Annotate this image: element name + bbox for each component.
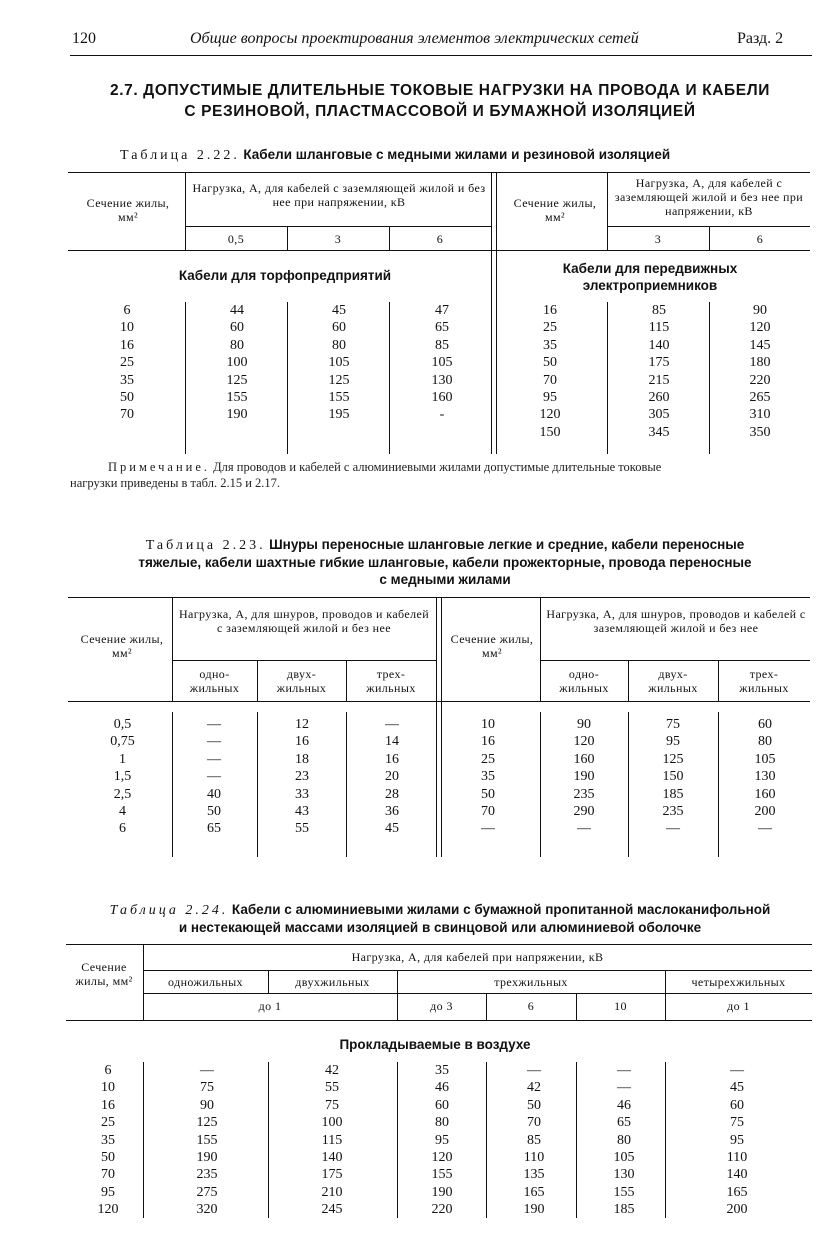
table22-right-sections: 16 25 35 50 70 95 120 150 <box>539 303 561 440</box>
table22-left-sections: 6 10 16 25 35 50 70 <box>120 303 134 423</box>
table22-load-header-left: Нагрузка, А, для кабелей с заземляющей жилой и без нее при напряжении, кВ <box>192 181 486 209</box>
table23-load-header-left: Нагрузка, А, для шнуров, проводов и кабелей с заземляющей жилой и без нее <box>178 607 430 635</box>
table23-left-sections: 0,5 0,75 1 1,5 2,5 4 6 <box>110 717 135 837</box>
table24-v-three-10: 10 <box>614 999 627 1013</box>
table24-three-6: — 42 50 70 85 110 135 165 190 <box>523 1063 545 1218</box>
table24-three-1: 35 46 60 80 95 120 155 190 220 <box>431 1063 453 1218</box>
table23-title-3: с медными жилами <box>379 572 511 587</box>
table22-left-group: Кабели для торфопредприятий <box>178 268 392 283</box>
table24-type-single: одножильных <box>168 975 243 989</box>
page-number: 120 <box>72 30 96 47</box>
table24-v-single-two: до 1 <box>258 999 282 1013</box>
table24-label: Таблица 2.24. <box>109 903 229 918</box>
table24-two: 42 55 75 100 115 140 175 210 245 <box>321 1063 343 1218</box>
table22-right-v6: 90 120 145 180 220 265 310 350 <box>749 303 771 440</box>
table22-left-v3: 45 60 80 105 125 155 195 <box>328 303 350 423</box>
table24-title-2: и нестекающей массами изоляцией в свинцовой или алюминиевой оболочке <box>178 920 702 935</box>
table22-v05: 0,5 <box>227 232 245 246</box>
table22-r-v6: 6 <box>756 232 764 246</box>
table23-sub-two-left: двух- жильных <box>276 667 327 695</box>
table24-sections: 6 10 16 25 35 50 70 95 120 <box>97 1063 119 1218</box>
running-head-title: Общие вопросы проектирования элементов электрических сетей <box>190 30 639 47</box>
table23-section-header-right: Сечение жилы, мм² <box>450 632 534 660</box>
table23-sub-one-left: одно- жильных <box>189 667 240 695</box>
table24-group: Прокладываемые в воздухе <box>339 1037 531 1052</box>
table23-sub-three-left: трех- жильных <box>366 667 416 695</box>
table24-single: — 75 90 125 155 190 235 275 320 <box>196 1063 218 1218</box>
note-label: Примечание. <box>108 460 211 474</box>
note-text-2: нагрузки приведены в табл. 2.15 и 2.17. <box>70 476 281 490</box>
table24-v-three-6: 6 <box>527 999 535 1013</box>
table24-title-1: Кабели с алюминиевыми жилами с бумажной пропитанной маслоканифольной <box>231 902 771 917</box>
table24-type-three: трехжильных <box>494 975 568 989</box>
table24-type-two: двухжильных <box>295 975 370 989</box>
table23-right-three: 60 80 105 130 160 200 — <box>754 717 776 837</box>
table22-left-v6: 47 65 85 105 130 160 - <box>431 303 453 423</box>
table23-title-2: тяжелые, кабели шахтные гибкие шланговые, кабели прожекторные, провода переносные <box>138 555 752 570</box>
table23-left-three: — 14 16 20 28 36 45 <box>385 717 399 837</box>
table22-right-v3: 85 115 140 175 215 260 305 345 <box>648 303 670 440</box>
table24-v-three-1: до 3 <box>430 999 453 1013</box>
table22-load-header-right: Нагрузка, А, для кабелей с заземляющей жилой и без нее при напряжении, кВ <box>614 176 804 218</box>
note-text: Для проводов и кабелей с алюминиевыми жилами допустимые длительные токовые <box>213 460 662 474</box>
table22-title: Кабели шланговые с медными жилами и резиновой изоляцией <box>243 147 671 162</box>
table22-left-v05: 44 60 80 100 125 155 190 <box>226 303 248 423</box>
table23-left-two: 12 16 18 23 33 43 55 <box>295 717 309 837</box>
table22-section-header-left: Сечение жилы, мм² <box>86 196 170 224</box>
table23-label: Таблица 2.23. <box>145 538 266 553</box>
section-title-line2: С РЕЗИНОВОЙ, ПЛАСТМАССОВОЙ И БУМАЖНОЙ ИЗОЛЯЦИЕЙ <box>184 103 696 120</box>
table23-left-one: — — — — 40 50 65 <box>207 717 221 837</box>
table24-four: — 45 60 75 95 110 140 165 200 <box>726 1063 748 1218</box>
table23-right-sections: 10 16 25 35 50 70 — <box>481 717 495 837</box>
table24-section-header: Сечение жилы, мм² <box>75 960 133 988</box>
table23-title-1: Шнуры переносные шланговые легкие и средние, кабели переносные <box>269 537 745 552</box>
table23-load-header-right: Нагрузка, А, для шнуров, проводов и кабелей с заземляющей жилой и без нее <box>546 607 806 635</box>
table22-v6: 6 <box>436 232 444 246</box>
table22-section-header-right: Сечение жилы, мм² <box>513 196 597 224</box>
table23-right-two: 75 95 125 150 185 235 — <box>662 717 684 837</box>
table24-load-header: Нагрузка, А, для кабелей при напряжении, кВ <box>351 950 604 964</box>
table23-sub-three-right: трех- жильных <box>739 667 789 695</box>
table24-type-four: четырехжильных <box>691 975 786 989</box>
table24-v-four: до 1 <box>727 999 750 1013</box>
table22-r-v3: 3 <box>654 232 662 246</box>
section-title-line1: 2.7. ДОПУСТИМЫЕ ДЛИТЕЛЬНЫЕ ТОКОВЫЕ НАГРУЗКИ НА ПРОВОДА И КАБЕЛИ <box>110 82 770 99</box>
table24-three-10: — — 46 65 80 105 130 155 185 <box>613 1063 635 1218</box>
table23-right-one: 90 120 160 190 235 290 — <box>573 717 595 837</box>
table23-sub-one-right: одно- жильных <box>559 667 609 695</box>
table22-v3: 3 <box>334 232 342 246</box>
section-label: Разд. 2 <box>737 30 784 47</box>
table23-section-header-left: Сечение жилы, мм² <box>80 632 164 660</box>
table22-label: Таблица 2.22. <box>120 148 240 163</box>
table23-sub-two-right: двух- жильных <box>648 667 698 695</box>
table22-right-group: Кабели для передвижных электроприемников <box>562 261 738 293</box>
